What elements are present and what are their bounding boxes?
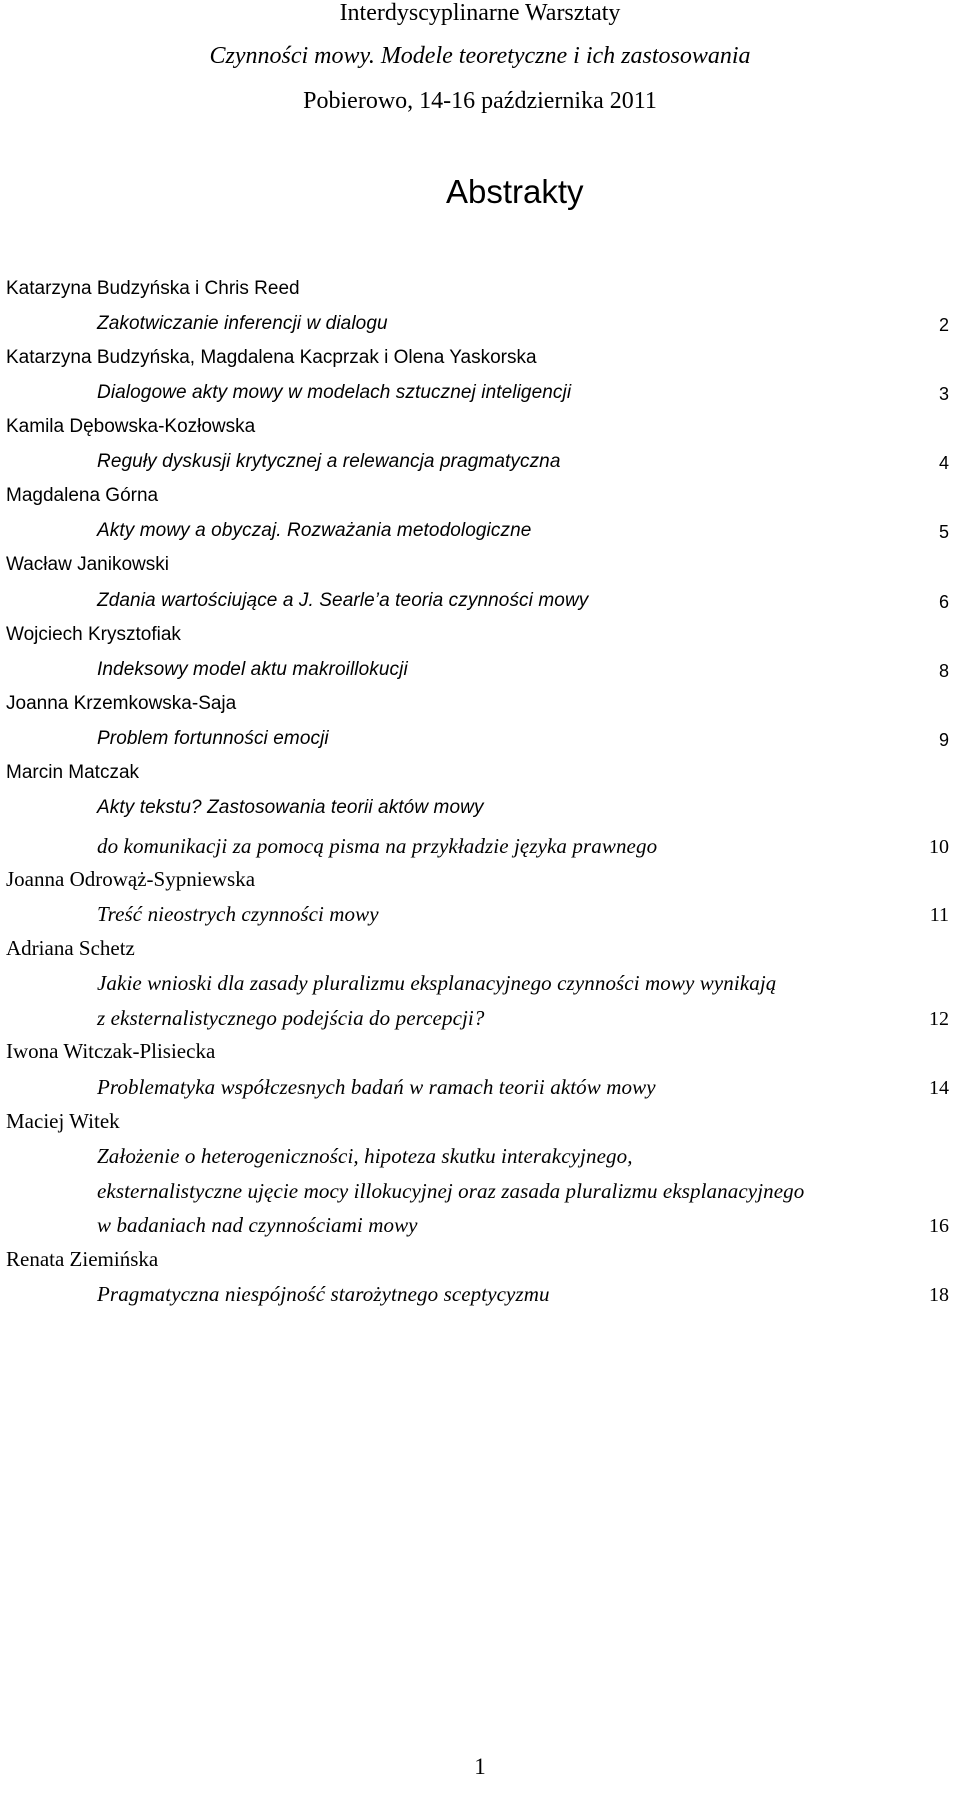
abstract-title-indeksowy: Indeksowy model aktu makroillokucji xyxy=(97,659,408,680)
page-ref: 6 xyxy=(938,592,949,612)
page-ref: 2 xyxy=(938,315,949,335)
author-odrowaz-sypniewska: Joanna Odrowąż-Sypniewska xyxy=(6,867,256,891)
abstract-title-inferencji: Zakotwiczanie inferencji w dialogu xyxy=(97,313,388,334)
author-witczak-plisiecka: Iwona Witczak-Plisiecka xyxy=(6,1039,216,1063)
page-ref: 5 xyxy=(938,522,949,542)
page-ref: 11 xyxy=(929,904,949,926)
workshop-place-date: Pobierowo, 14-16 października 2011 xyxy=(303,88,657,114)
page-ref: 4 xyxy=(938,453,949,473)
author-gorna: Magdalena Górna xyxy=(6,485,159,506)
page-ref: 3 xyxy=(938,384,949,404)
abstract-title-akty-mowy-obyczaj: Akty mowy a obyczaj. Rozważania metodologiczne xyxy=(97,520,532,541)
abstract-title-fortunnosci: Problem fortunności emocji xyxy=(97,728,329,749)
abstract-title-sceptycyzmu: Pragmatyczna niespójność starożytnego sceptycyzmu xyxy=(97,1282,550,1306)
workshop-name: Interdyscyplinarne Warsztaty xyxy=(339,0,621,26)
author-matczak: Marcin Matczak xyxy=(6,762,140,783)
author-witek: Maciej Witek xyxy=(6,1109,120,1133)
author-budzynska-kacprzak-yaskorska: Katarzyna Budzyńska, Magdalena Kacprzak i Olena Yaskorska xyxy=(6,347,537,368)
abstract-title-heterogenicznosci-cont-1: eksternalistyczne ujęcie mocy illokucyjnej oraz zasada pluralizmu eksplanacyjnego xyxy=(97,1179,805,1203)
page-ref: 8 xyxy=(938,661,949,681)
page-ref: 12 xyxy=(929,1008,949,1030)
abstract-title-reguly: Reguły dyskusji krytycznej a relewancja pragmatyczna xyxy=(97,451,561,472)
page-ref: 9 xyxy=(938,730,949,750)
abstract-title-nieostrych: Treść nieostrych czynności mowy xyxy=(97,902,379,926)
page-ref: 16 xyxy=(929,1215,949,1237)
abstract-title-dialogowe: Dialogowe akty mowy w modelach sztucznej inteligencji xyxy=(97,382,572,403)
page-ref: 14 xyxy=(929,1077,949,1099)
abstract-title-heterogenicznosci: Założenie o heterogeniczności, hipoteza skutku interakcyjnego, xyxy=(97,1144,633,1168)
abstract-title-problematyka: Problematyka współczesnych badań w ramach teorii aktów mowy xyxy=(97,1075,656,1099)
author-zieminska: Renata Ziemińska xyxy=(6,1247,159,1271)
author-janikowski: Wacław Janikowski xyxy=(6,554,169,575)
page-title: Abstrakty xyxy=(446,173,584,210)
abstract-title-akty-tekstu: Akty tekstu? Zastosowania teorii aktów mowy xyxy=(97,797,484,818)
abstract-title-akty-tekstu-cont: do komunikacji za pomocą pisma na przykładzie języka prawnego xyxy=(97,834,658,858)
abstract-title-heterogenicznosci-cont-2: w badaniach nad czynnościami mowy xyxy=(97,1213,418,1237)
author-krzemkowska-saja: Joanna Krzemkowska-Saja xyxy=(6,693,237,714)
page-number: 1 xyxy=(474,1754,486,1779)
abstract-title-zdania: Zdania wartościujące a J. Searle’a teoria czynności mowy xyxy=(97,590,589,611)
workshop-subtitle: Czynności mowy. Modele teoretyczne i ich zastosowania xyxy=(209,43,751,69)
author-krysztofiak: Wojciech Krysztofiak xyxy=(6,624,181,645)
page-ref: 18 xyxy=(929,1284,949,1306)
author-budzynska-reed: Katarzyna Budzyńska i Chris Reed xyxy=(6,278,300,299)
author-debowska-kozlowska: Kamila Dębowska-Kozłowska xyxy=(6,416,256,437)
abstract-title-pluralizmu: Jakie wnioski dla zasady pluralizmu eksplanacyjnego czynności mowy wynikają xyxy=(97,971,777,995)
page-ref: 10 xyxy=(929,836,949,858)
author-schetz: Adriana Schetz xyxy=(6,936,135,960)
abstract-title-pluralizmu-cont: z eksternalistycznego podejścia do percepcji? xyxy=(97,1006,485,1030)
